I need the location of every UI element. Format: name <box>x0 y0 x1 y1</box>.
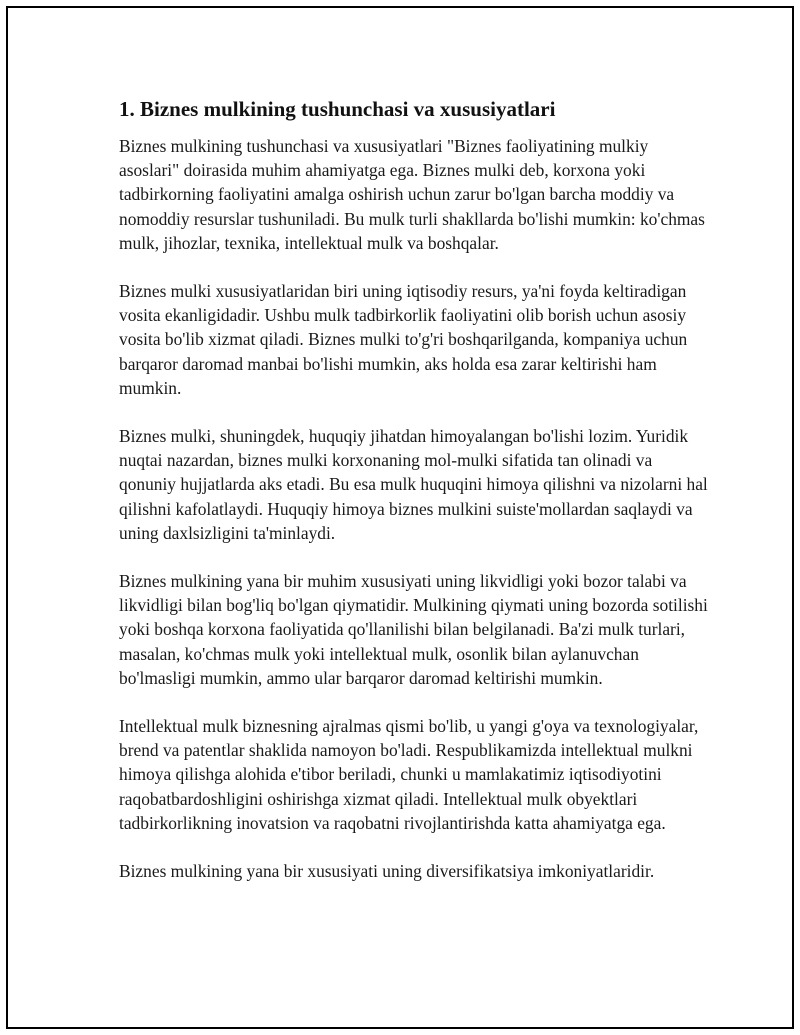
paragraph-2: Biznes mulki xususiyatlaridan biri uning iqtisodiy resurs, ya'ni foyda keltiradigan vosita ekanligidadir. Ushbu mulk tadbirkorlik faoliyatini olib borish uchun asosiy vosita bo'lib xizmat qiladi. Biznes mulki to'g'ri boshqarilganda, kompaniya uchun barqaror daromad manbai bo'lishi mumkin, aks holda esa zarar keltirishi ham mumkin. <box>119 281 688 398</box>
paragraph-3: Biznes mulki, shuningdek, huquqiy jihatdan himoyalangan bo'lishi lozim. Yuridik nuqtai nazardan, biznes mulki korxonaning mol-mulki sifatida tan olinadi va qonuniy hujjatlarda aks etadi. Bu esa mulk huquqini himoya qilishni va nizolarni hal qilishni kafolatlaydi. Huquqiy himoya biznes mulkini suiste'mollardan saqlaydi va uning daxlsizligini ta'minlaydi. <box>119 426 708 543</box>
section-title: 1. Biznes mulkining tushunchasi va xususiyatlari <box>119 97 556 121</box>
document-body <box>119 96 709 907</box>
paragraph-4: Biznes mulkining yana bir muhim xususiyati uning likvidligi yoki bozor talabi va likvidligi bilan bog'liq bo'lgan qiymatidir. Mulkining qiymati uning bozorda sotilishi yoki boshqa korxona faoliyatida qo'llanilishi bilan belgilanadi. Ba'zi mulk turlari, masalan, ko'chmas mulk yoki intellektual mulk, osonlik bilan aylanuvchan bo'lmasligi mumkin, ammo ular barqaror daromad keltirishi mumkin. <box>119 571 708 688</box>
page-frame <box>6 6 794 1029</box>
paragraph-5: Intellektual mulk biznesning ajralmas qismi bo'lib, u yangi g'oya va texnologiyalar, brend va patentlar shaklida namoyon bo'ladi. Respublikamizda intellektual mulkni himoya qilishga alohida e'tibor beriladi, chunki u mamlakatimiz iqtisodiyotini raqobatbardoshligini oshirishga xizmat qiladi. Intellektual mulk obyektlari tadbirkorlikning inovatsion va raqobatni rivojlantirishda katta ahamiyatga ega. <box>119 716 699 833</box>
paragraph-6: Biznes mulkining yana bir xususiyati uning diversifikatsiya imkoniyatlaridir. <box>119 861 655 882</box>
paragraph-1: Biznes mulkining tushunchasi va xususiyatlari "Biznes faoliyatining mulkiy asoslari" doirasida muhim ahamiyatga ega. Biznes mulki deb, korxona yoki tadbirkorning faoliyatini amalga oshirish uchun zarur bo'lgan barcha moddiy va nomoddiy resurslar tushuniladi. Bu mulk turli shakllarda bo'lishi mumkin: ko'chmas mulk, jihozlar, texnika, intellektual mulk va boshqalar. <box>119 136 705 253</box>
